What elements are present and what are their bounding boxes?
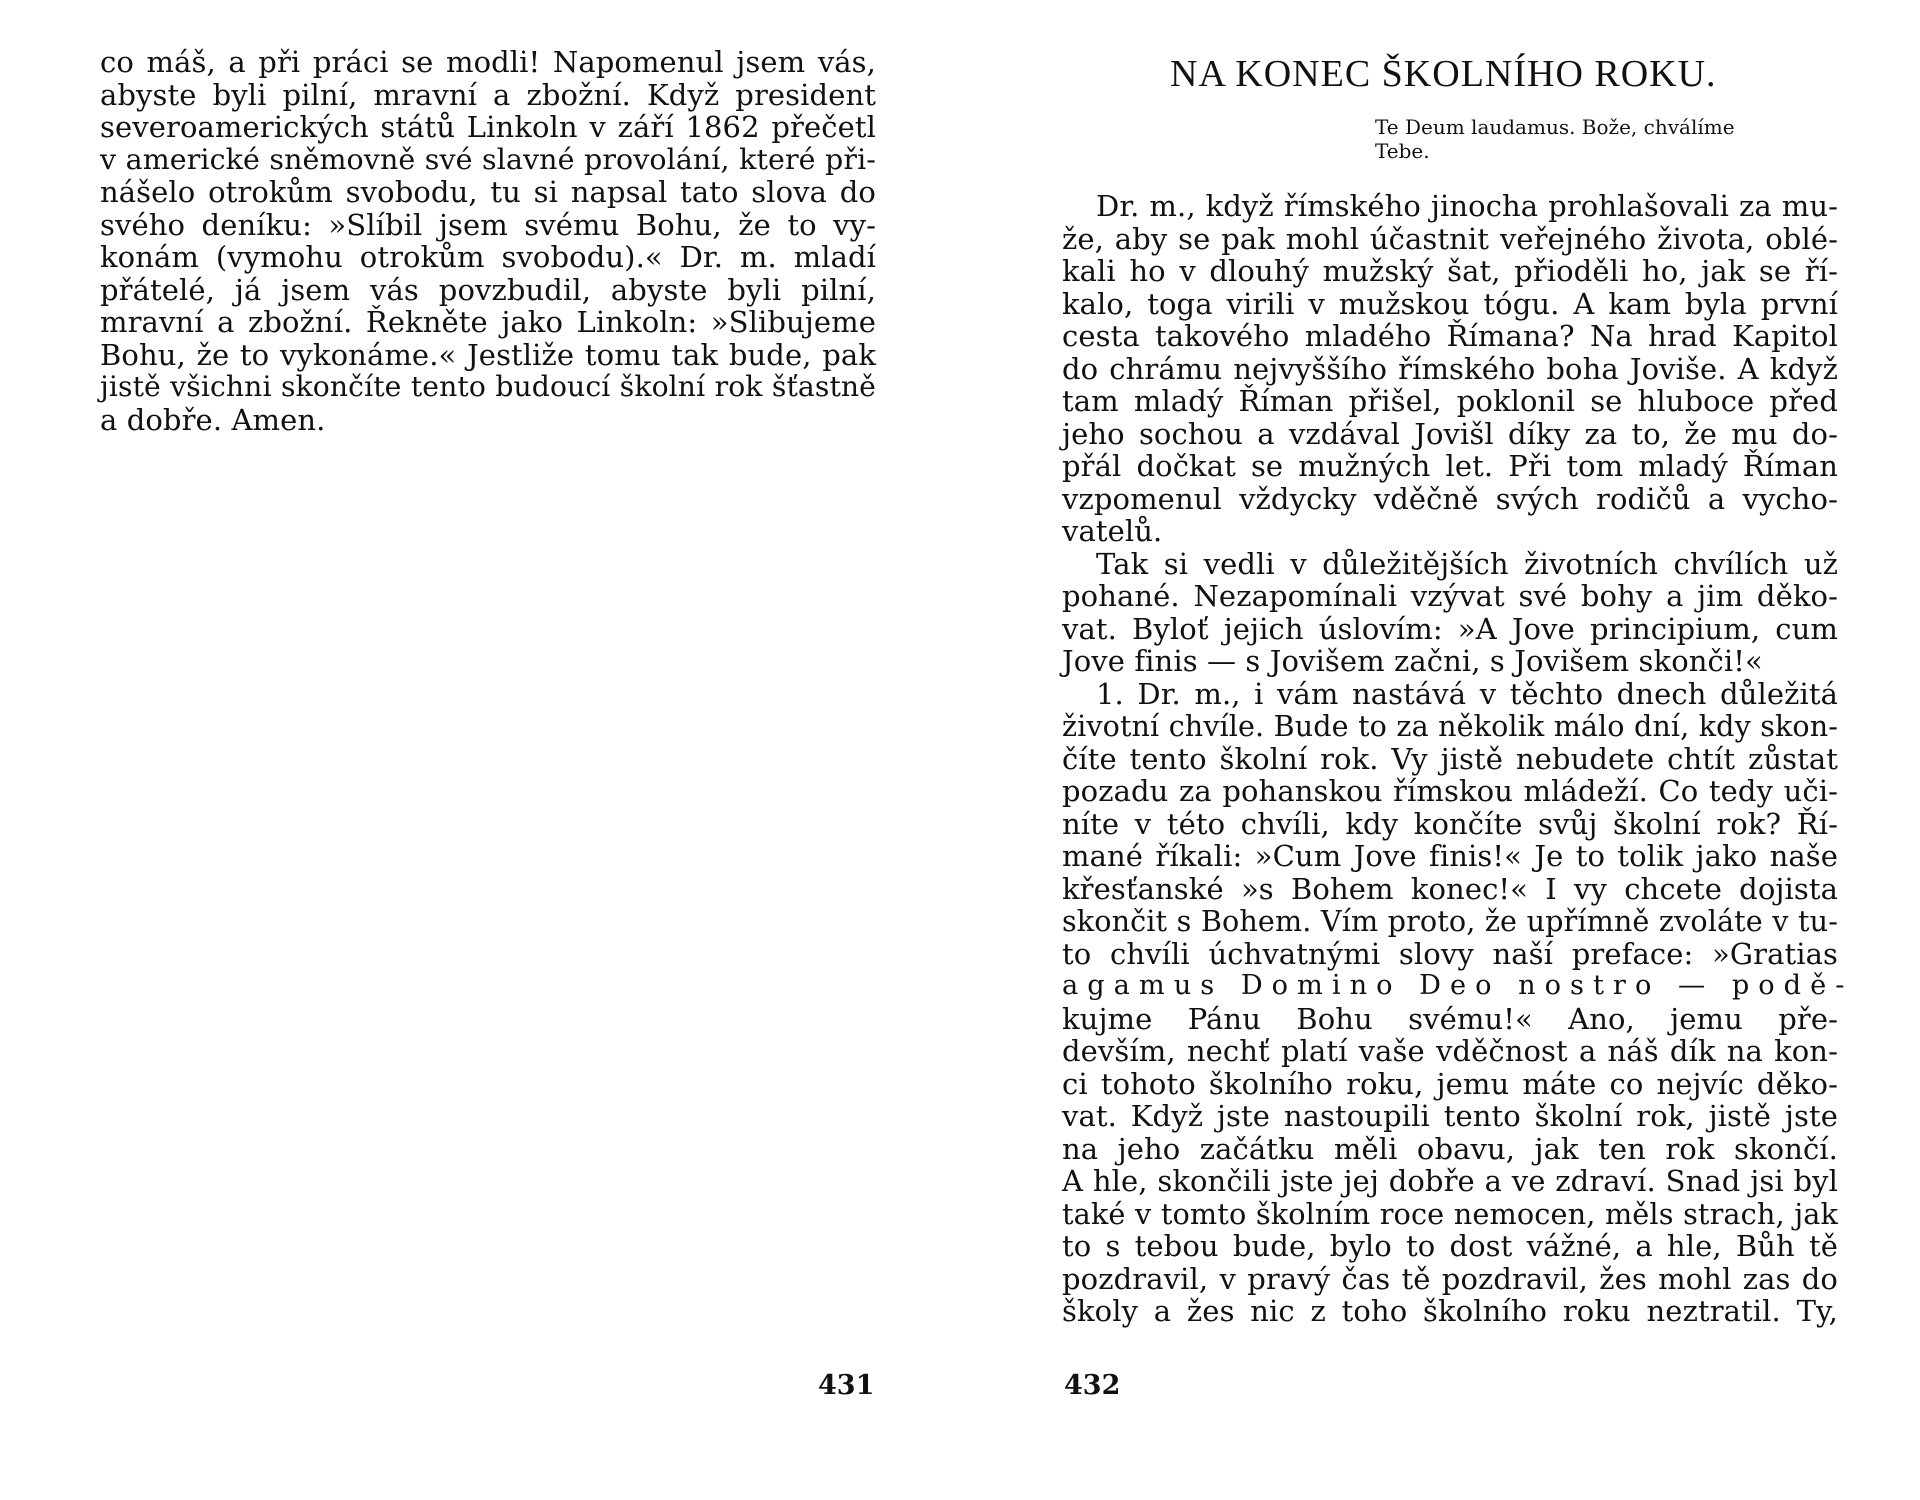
text-line: vat. Když jste nastoupili tento školní rok, jistě jste: [1062, 1099, 1838, 1133]
text-line: Bohu, že to vykonáme.« Jestliže tomu tak bude, pak: [100, 337, 876, 372]
text-line: níte v této chvíli, kdy končíte svůj školní rok? Ří-: [1062, 806, 1838, 841]
text-line: a dobře. Amen.: [100, 402, 326, 437]
epigraph-line: Tebe.: [1375, 139, 1430, 163]
text-line: ci tohoto školního roku, jemu máte co nejvíc děko-: [1062, 1066, 1838, 1101]
epigraph: [1375, 115, 1835, 163]
text-line: kujme Pánu Bohu svému!« Ano, jemu pře-: [1062, 1001, 1838, 1036]
text-line: svého deníku: »Slíbil jsem svému Bohu, že to vy-: [100, 207, 876, 242]
text-line: jistě všichni skončíte tento budoucí školní rok šťastně: [100, 370, 876, 403]
text-line: vzpomenul vždycky vděčně svých rodičů a vycho-: [1062, 481, 1838, 516]
page-number: 431: [818, 1370, 875, 1401]
text-line: konám (vymohu otrokům svobodu).« Dr. m. mladí: [100, 240, 876, 274]
text-line: že, aby se pak mohl účastnit veřejného života, oblé-: [1062, 221, 1838, 256]
text-line: Dr. m., když římského jinocha prohlašovali za mu-: [1096, 189, 1838, 223]
text-line: to s tebou bude, bylo to dost vážné, a hle, Bůh tě: [1062, 1229, 1838, 1263]
text-line: mané říkali: »Cum Jove finis!« Je to tolik jako naše: [1062, 839, 1838, 873]
text-line: pohané. Nezapomínali vzývat své bohy a jim děko-: [1062, 579, 1838, 613]
text-line: severoamerických států Linkoln v září 1862 přečetl: [100, 110, 876, 144]
text-line: pozdravil, v pravý čas tě pozdravil, žes mohl zas do: [1062, 1261, 1838, 1296]
epigraph-line: Te Deum laudamus. Bože, chválíme: [1375, 115, 1735, 139]
text-line: životní chvíle. Bude to za několik málo dní, kdy skon-: [1062, 709, 1838, 743]
text-line: devším, nechť platí vaše vděčnost a náš dík na kon-: [1062, 1034, 1838, 1068]
text-line: vat. Byloť jejich úslovím: »A Jove principium, cum: [1062, 611, 1838, 646]
text-line: Tak si vedli v důležitějších životních chvílích už: [1096, 546, 1838, 581]
text-line: abyste byli pilní, mravní a zbožní. Když president: [100, 77, 876, 112]
left-page-body: [100, 46, 876, 436]
text-line: mravní a zbožní. Řekněte jako Linkoln: »Slibujeme: [100, 305, 876, 339]
right-page-body: [1062, 189, 1854, 1328]
text-line: do chrámu nejvyššího římského boha Joviše. A když: [1062, 351, 1838, 386]
text-line: 1. Dr. m., i vám nastává v těchto dnech důležitá: [1096, 676, 1838, 711]
chapter-title: NA KONEC ŠKOLNÍHO ROKU.: [1170, 53, 1717, 95]
text-line: to chvíli úchvatnými slovy naší preface: »Gratias: [1062, 936, 1838, 971]
right-page: [960, 0, 1920, 1500]
text-line: pozadu za pohanskou římskou mládeží. Co tedy uči-: [1062, 774, 1838, 808]
text-line: na jeho začátku měli obavu, jak ten rok skončí.: [1062, 1131, 1838, 1166]
text-line: Jove finis — s Jovišem začni, s Jovišem skonči!«: [1062, 644, 1763, 678]
text-line: křesťanské »s Bohem konec!« I vy chcete dojista: [1062, 871, 1838, 906]
text-line: skončit s Bohem. Vím proto, že upřímně zvoláte v tu-: [1062, 904, 1838, 938]
text-line: přál dočkat se mužných let. Při tom mladý Říman: [1062, 449, 1838, 483]
text-line: přátelé, já jsem vás povzbudil, abyste byli pilní,: [100, 272, 876, 307]
text-line: vatelů.: [1062, 514, 1163, 548]
text-line: tam mladý Říman přišel, poklonil se hluboce před: [1062, 384, 1838, 418]
text-line: agamus Domino Deo nostro — podě-: [1062, 970, 1854, 1001]
text-line: A hle, skončili jste jej dobře a ve zdraví. Snad jsi byl: [1062, 1164, 1838, 1198]
page-number: 432: [1064, 1370, 1121, 1401]
text-line: číte tento školní rok. Vy jistě nebudete chtít zůstat: [1062, 741, 1838, 776]
text-line: školy a žes nic z toho školního roku neztratil. Ty,: [1062, 1294, 1838, 1328]
text-line: v americké sněmovně své slavné provolání, které při-: [100, 142, 876, 176]
text-line: kali ho v dlouhý mužský šat, přioděli ho, jak se ří-: [1062, 254, 1838, 288]
text-line: nášelo otrokům svobodu, tu si napsal tato slova do: [100, 175, 876, 209]
text-line: jeho sochou a vzdával Jovišl díky za to, že mu do-: [1062, 416, 1838, 451]
text-line: co máš, a při práci se modli! Napomenul jsem vás,: [100, 45, 876, 79]
text-line: kalo, toga virili v mužskou tógu. A kam byla první: [1062, 286, 1838, 321]
text-line: cesta takového mladého Římana? Na hrad Kapitol: [1062, 319, 1838, 353]
text-line: také v tomto školním roce nemocen, měls strach, jak: [1062, 1196, 1838, 1231]
